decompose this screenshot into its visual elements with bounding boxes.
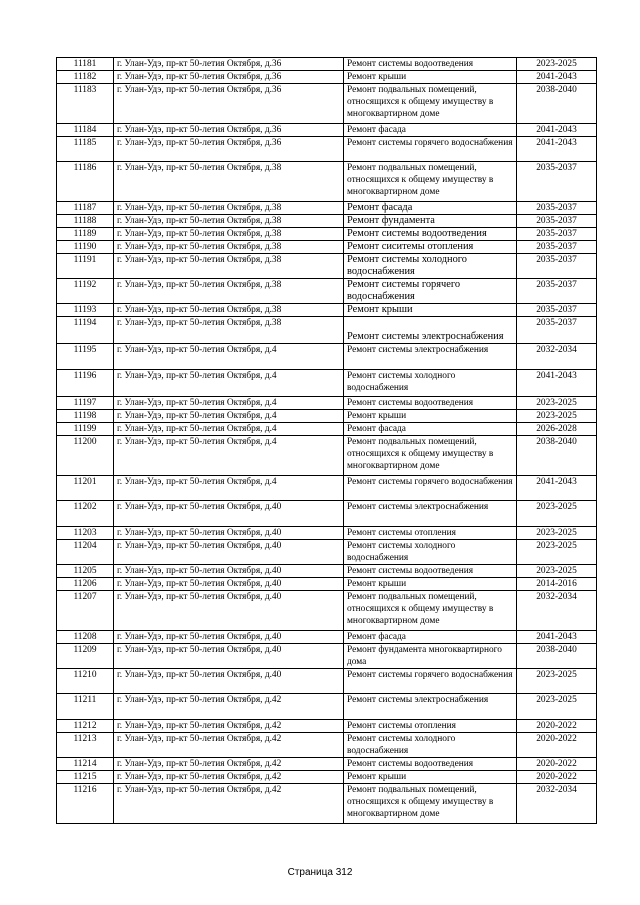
row-period: 2035-2037	[517, 317, 597, 344]
row-address: г. Улан-Удэ, пр-кт 50-летия Октября, д.40	[114, 631, 344, 644]
row-work-type: Ремонт фасада	[344, 124, 517, 137]
row-id: 11182	[57, 71, 114, 84]
row-work-type: Ремонт системы холодного водоснабжения	[344, 733, 517, 758]
row-address: г. Улан-Удэ, пр-кт 50-летия Октября, д.40	[114, 565, 344, 578]
row-period: 2035-2037	[517, 254, 597, 279]
table-row	[57, 720, 597, 733]
row-period: 2035-2037	[517, 228, 597, 241]
row-work-type: Ремонт фасада	[344, 631, 517, 644]
row-work-type: Ремонт крыши	[344, 771, 517, 784]
table-row	[57, 771, 597, 784]
row-period: 2020-2022	[517, 758, 597, 771]
row-id: 11189	[57, 228, 114, 241]
row-id: 11184	[57, 124, 114, 137]
row-address: г. Улан-Удэ, пр-кт 50-летия Октября, д.40	[114, 501, 344, 527]
row-id: 11214	[57, 758, 114, 771]
row-work-type: Ремонт крыши	[344, 71, 517, 84]
row-work-type: Ремонт фасада	[344, 423, 517, 436]
row-id: 11191	[57, 254, 114, 279]
table-row	[57, 162, 597, 202]
row-period: 2023-2025	[517, 565, 597, 578]
row-address: г. Улан-Удэ, пр-кт 50-летия Октября, д.36	[114, 58, 344, 71]
row-address: г. Улан-Удэ, пр-кт 50-летия Октября, д.40	[114, 540, 344, 565]
row-address: г. Улан-Удэ, пр-кт 50-летия Октября, д.4	[114, 423, 344, 436]
row-id: 11201	[57, 476, 114, 501]
row-id: 11186	[57, 162, 114, 202]
table-row	[57, 71, 597, 84]
row-period: 2020-2022	[517, 733, 597, 758]
row-period: 2041-2043	[517, 137, 597, 162]
table-row	[57, 565, 597, 578]
row-period: 2035-2037	[517, 279, 597, 304]
table-row	[57, 137, 597, 162]
table-row	[57, 397, 597, 410]
row-work-type: Ремонт фундамента многоквартирного дома	[344, 644, 517, 669]
row-period: 2035-2037	[517, 215, 597, 228]
table-row	[57, 758, 597, 771]
row-id: 11203	[57, 527, 114, 540]
table-row	[57, 501, 597, 527]
row-period: 2038-2040	[517, 84, 597, 124]
row-address: г. Улан-Удэ, пр-кт 50-летия Октября, д.42	[114, 733, 344, 758]
row-work-type: Ремонт системы холодного водоснабжения	[344, 254, 517, 279]
table-row	[57, 436, 597, 476]
row-address: г. Улан-Удэ, пр-кт 50-летия Октября, д.38	[114, 202, 344, 215]
table-row	[57, 669, 597, 694]
row-address: г. Улан-Удэ, пр-кт 50-летия Октября, д.38	[114, 241, 344, 254]
row-work-type: Ремонт системы водоотведения	[344, 228, 517, 241]
table-row	[57, 124, 597, 137]
row-work-type: Ремонт фасада	[344, 202, 517, 215]
row-period: 2023-2025	[517, 410, 597, 423]
row-work-type: Ремонт сиситемы отопления	[344, 241, 517, 254]
row-address: г. Улан-Удэ, пр-кт 50-летия Октября, д.4	[114, 410, 344, 423]
row-address: г. Улан-Удэ, пр-кт 50-летия Октября, д.42	[114, 694, 344, 720]
row-id: 11206	[57, 578, 114, 591]
row-work-type: Ремонт фундамента	[344, 215, 517, 228]
row-address: г. Улан-Удэ, пр-кт 50-летия Октября, д.40	[114, 669, 344, 694]
row-period: 2023-2025	[517, 540, 597, 565]
row-address: г. Улан-Удэ, пр-кт 50-летия Октября, д.42	[114, 771, 344, 784]
row-work-type: Ремонт системы водоотведения	[344, 758, 517, 771]
row-work-type: Ремонт системы горячего водоснабжения	[344, 137, 517, 162]
table-row	[57, 423, 597, 436]
table-row	[57, 84, 597, 124]
row-id: 11190	[57, 241, 114, 254]
row-address: г. Улан-Удэ, пр-кт 50-летия Октября, д.38	[114, 279, 344, 304]
page-number: Страница 312	[287, 867, 353, 878]
table-row	[57, 784, 597, 824]
row-address: г. Улан-Удэ, пр-кт 50-летия Октября, д.4	[114, 476, 344, 501]
row-work-type: Ремонт системы отопления	[344, 720, 517, 733]
row-id: 11195	[57, 344, 114, 370]
row-work-type: Ремонт подвальных помещений, относящихся к общему имуществу в многоквартирном доме	[344, 784, 517, 824]
row-id: 11192	[57, 279, 114, 304]
row-work-type: Ремонт подвальных помещений, относящихся к общему имуществу в многоквартирном доме	[344, 436, 517, 476]
row-work-type: Ремонт системы водоотведения	[344, 58, 517, 71]
row-period: 2035-2037	[517, 162, 597, 202]
row-id: 11200	[57, 436, 114, 476]
table-row	[57, 476, 597, 501]
table-row	[57, 644, 597, 669]
row-period: 2041-2043	[517, 124, 597, 137]
row-address: г. Улан-Удэ, пр-кт 50-летия Октября, д.38	[114, 317, 344, 344]
row-work-type: Ремонт подвальных помещений, относящихся к общему имуществу в многоквартирном доме	[344, 591, 517, 631]
row-period: 2041-2043	[517, 631, 597, 644]
row-work-type: Ремонт системы электроснабжения	[344, 317, 517, 344]
row-work-type: Ремонт системы холодного водоснабжения	[344, 540, 517, 565]
row-id: 11211	[57, 694, 114, 720]
table-row	[57, 694, 597, 720]
row-period: 2035-2037	[517, 304, 597, 317]
row-work-type: Ремонт крыши	[344, 304, 517, 317]
row-work-type: Ремонт системы отопления	[344, 527, 517, 540]
row-id: 11197	[57, 397, 114, 410]
row-period: 2041-2043	[517, 71, 597, 84]
row-address: г. Улан-Удэ, пр-кт 50-летия Октября, д.42	[114, 784, 344, 824]
row-work-type: Ремонт системы электроснабжения	[344, 694, 517, 720]
row-id: 11210	[57, 669, 114, 694]
row-period: 2032-2034	[517, 784, 597, 824]
table-row	[57, 317, 597, 344]
row-address: г. Улан-Удэ, пр-кт 50-летия Октября, д.4	[114, 370, 344, 397]
row-address: г. Улан-Удэ, пр-кт 50-летия Октября, д.4	[114, 344, 344, 370]
row-id: 11188	[57, 215, 114, 228]
row-work-type: Ремонт крыши	[344, 578, 517, 591]
row-period: 2038-2040	[517, 436, 597, 476]
table-row	[57, 591, 597, 631]
capital-repair-table	[56, 57, 597, 824]
row-address: г. Улан-Удэ, пр-кт 50-летия Октября, д.40	[114, 578, 344, 591]
row-id: 11212	[57, 720, 114, 733]
row-id: 11205	[57, 565, 114, 578]
row-period: 2023-2025	[517, 669, 597, 694]
row-id: 11202	[57, 501, 114, 527]
table-row	[57, 254, 597, 279]
table-row	[57, 241, 597, 254]
row-address: г. Улан-Удэ, пр-кт 50-летия Октября, д.38	[114, 162, 344, 202]
row-id: 11213	[57, 733, 114, 758]
row-address: г. Улан-Удэ, пр-кт 50-летия Октября, д.36	[114, 137, 344, 162]
row-address: г. Улан-Удэ, пр-кт 50-летия Октября, д.38	[114, 254, 344, 279]
row-address: г. Улан-Удэ, пр-кт 50-летия Октября, д.36	[114, 71, 344, 84]
row-work-type: Ремонт системы электроснабжения	[344, 344, 517, 370]
row-period: 2041-2043	[517, 476, 597, 501]
table-row	[57, 202, 597, 215]
row-work-type: Ремонт системы горячего водоснабжения	[344, 476, 517, 501]
table-row	[57, 304, 597, 317]
row-address: г. Улан-Удэ, пр-кт 50-летия Октября, д.40	[114, 644, 344, 669]
table-row	[57, 370, 597, 397]
table-row	[57, 527, 597, 540]
row-work-type: Ремонт подвальных помещений, относящихся к общему имуществу в многоквартирном доме	[344, 162, 517, 202]
table-row	[57, 578, 597, 591]
row-id: 11199	[57, 423, 114, 436]
row-period: 2032-2034	[517, 591, 597, 631]
table-row	[57, 228, 597, 241]
row-id: 11185	[57, 137, 114, 162]
row-id: 11209	[57, 644, 114, 669]
row-address: г. Улан-Удэ, пр-кт 50-летия Октября, д.38	[114, 215, 344, 228]
row-id: 11193	[57, 304, 114, 317]
row-work-type: Ремонт системы электроснабжения	[344, 501, 517, 527]
row-period: 2041-2043	[517, 370, 597, 397]
row-id: 11196	[57, 370, 114, 397]
table-body	[57, 58, 597, 824]
table-row	[57, 733, 597, 758]
row-period: 2023-2025	[517, 694, 597, 720]
table-row	[57, 58, 597, 71]
row-id: 11183	[57, 84, 114, 124]
row-address: г. Улан-Удэ, пр-кт 50-летия Октября, д.38	[114, 304, 344, 317]
row-period: 2014-2016	[517, 578, 597, 591]
row-id: 11216	[57, 784, 114, 824]
row-work-type: Ремонт подвальных помещений, относящихся к общему имуществу в многоквартирном доме	[344, 84, 517, 124]
row-work-type: Ремонт системы горячего водоснабжения	[344, 669, 517, 694]
row-id: 11198	[57, 410, 114, 423]
row-address: г. Улан-Удэ, пр-кт 50-летия Октября, д.36	[114, 124, 344, 137]
row-work-type: Ремонт системы холодного водоснабжения	[344, 370, 517, 397]
row-address: г. Улан-Удэ, пр-кт 50-летия Октября, д.36	[114, 84, 344, 124]
row-period: 2026-2028	[517, 423, 597, 436]
row-period: 2023-2025	[517, 58, 597, 71]
row-address: г. Улан-Удэ, пр-кт 50-летия Октября, д.42	[114, 758, 344, 771]
row-id: 11181	[57, 58, 114, 71]
row-id: 11215	[57, 771, 114, 784]
row-address: г. Улан-Удэ, пр-кт 50-летия Октября, д.42	[114, 720, 344, 733]
table-row	[57, 410, 597, 423]
table-row	[57, 540, 597, 565]
row-address: г. Улан-Удэ, пр-кт 50-летия Октября, д.4	[114, 397, 344, 410]
row-period: 2032-2034	[517, 344, 597, 370]
row-period: 2023-2025	[517, 527, 597, 540]
row-address: г. Улан-Удэ, пр-кт 50-летия Октября, д.38	[114, 228, 344, 241]
row-address: г. Улан-Удэ, пр-кт 50-летия Октября, д.40	[114, 527, 344, 540]
row-work-type: Ремонт системы водоотведения	[344, 565, 517, 578]
row-period: 2020-2022	[517, 720, 597, 733]
row-address: г. Улан-Удэ, пр-кт 50-летия Октября, д.40	[114, 591, 344, 631]
row-period: 2035-2037	[517, 202, 597, 215]
row-period: 2023-2025	[517, 397, 597, 410]
row-period: 2023-2025	[517, 501, 597, 527]
row-id: 11204	[57, 540, 114, 565]
row-id: 11187	[57, 202, 114, 215]
row-work-type: Ремонт системы горячего водоснабжения	[344, 279, 517, 304]
row-id: 11207	[57, 591, 114, 631]
table-row	[57, 631, 597, 644]
table-row	[57, 215, 597, 228]
row-id: 11194	[57, 317, 114, 344]
row-address: г. Улан-Удэ, пр-кт 50-летия Октября, д.4	[114, 436, 344, 476]
table-row	[57, 279, 597, 304]
row-period: 2038-2040	[517, 644, 597, 669]
table-row	[57, 344, 597, 370]
row-id: 11208	[57, 631, 114, 644]
row-work-type: Ремонт крыши	[344, 410, 517, 423]
row-period: 2020-2022	[517, 771, 597, 784]
row-work-type: Ремонт системы водоотведения	[344, 397, 517, 410]
row-period: 2035-2037	[517, 241, 597, 254]
